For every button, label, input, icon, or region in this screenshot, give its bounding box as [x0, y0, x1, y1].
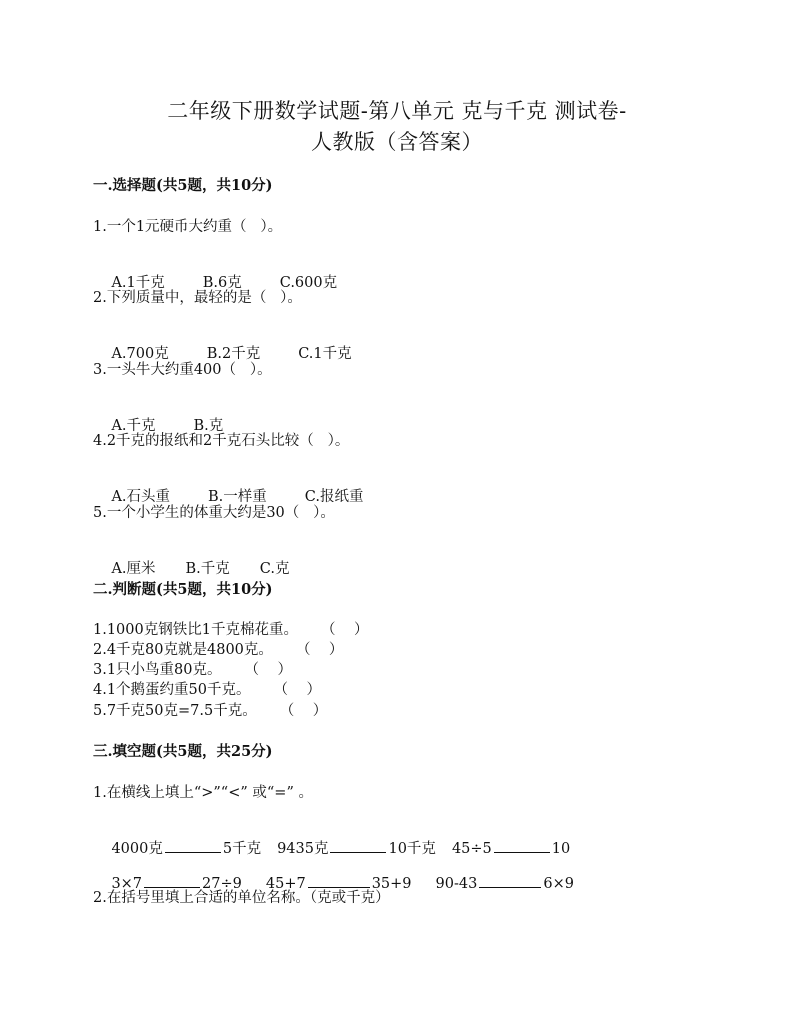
- question-text: 1.在横线上填上“>”“<” 或“=” 。: [93, 785, 313, 801]
- answer-blank[interactable]: [479, 873, 541, 888]
- option: B.一样重: [208, 489, 267, 505]
- question-text: 4.2千克的报纸和2千克石头比较（ ）。: [93, 433, 350, 449]
- question-text: 5.一个小学生的体重大约是30（ ）。: [93, 505, 335, 521]
- option: A.1千克: [111, 275, 165, 291]
- section-heading-fill: 三.填空题(共5题，共25分): [93, 743, 273, 760]
- compare-left: 90-43: [435, 876, 478, 892]
- option: B.2千克: [206, 346, 261, 362]
- option: A.700克: [111, 346, 169, 362]
- option: C.报纸重: [304, 489, 364, 505]
- compare-right: 6×9: [543, 876, 574, 892]
- compare-right: 27÷9: [202, 876, 242, 892]
- compare-left: 45÷5: [451, 841, 492, 857]
- answer-blank[interactable]: [165, 838, 221, 853]
- option: B.千克: [185, 561, 230, 577]
- judge-item: 4.1个鹅蛋约重50千克。 （ ）: [93, 682, 321, 698]
- option: C.克: [259, 561, 290, 577]
- compare-left: 45+7: [265, 876, 306, 892]
- section-heading-choice: 一.选择题(共5题，共10分): [93, 177, 273, 194]
- compare-item: [436, 873, 574, 894]
- option: C.600克: [279, 275, 338, 291]
- page-title-line2: 人教版（含答案）: [311, 130, 483, 154]
- answer-blank[interactable]: [308, 873, 370, 888]
- question-text: 1.一个1元硬币大约重（ ）。: [93, 219, 283, 235]
- compare-right: 10千克: [388, 841, 436, 857]
- judge-item: 5.7千克50克=7.5千克。 （ ）: [93, 703, 328, 719]
- compare-right: 35+9: [371, 876, 412, 892]
- compare-right: 5千克: [222, 841, 262, 857]
- compare-left: 3×7: [111, 876, 143, 892]
- page-title-line1: 二年级下册数学试题-第八单元 克与千克 测试卷-: [167, 99, 627, 123]
- judge-item: 3.1只小鸟重80克。 （ ）: [93, 662, 292, 678]
- judge-item: 2.4千克80克就是4800克。 （ ）: [93, 642, 344, 658]
- option: A.石头重: [111, 489, 171, 505]
- answer-blank[interactable]: [494, 838, 550, 853]
- question-text: 3.一头牛大约重400（ ）。: [93, 362, 272, 378]
- question-text: 2.下列质量中，最轻的是（ ）。: [93, 290, 302, 306]
- section-heading-judge: 二.判断题(共5题，共10分): [93, 581, 273, 598]
- option: B.克: [193, 418, 224, 434]
- answer-blank[interactable]: [144, 873, 200, 888]
- option: A.厘米: [111, 561, 156, 577]
- compare-left: 4000克: [111, 841, 163, 857]
- judge-item: 1.1000克钢铁比1千克棉花重。 （ ）: [93, 622, 369, 638]
- compare-left: 9435克: [277, 841, 329, 857]
- option: A.千克: [111, 418, 156, 434]
- answer-blank[interactable]: [330, 838, 386, 853]
- option: C.1千克: [298, 346, 352, 362]
- question-text: 2.在括号里填上合适的单位名称。（克或千克）: [93, 890, 390, 906]
- option: B.6克: [202, 275, 242, 291]
- compare-right: 10: [551, 841, 571, 857]
